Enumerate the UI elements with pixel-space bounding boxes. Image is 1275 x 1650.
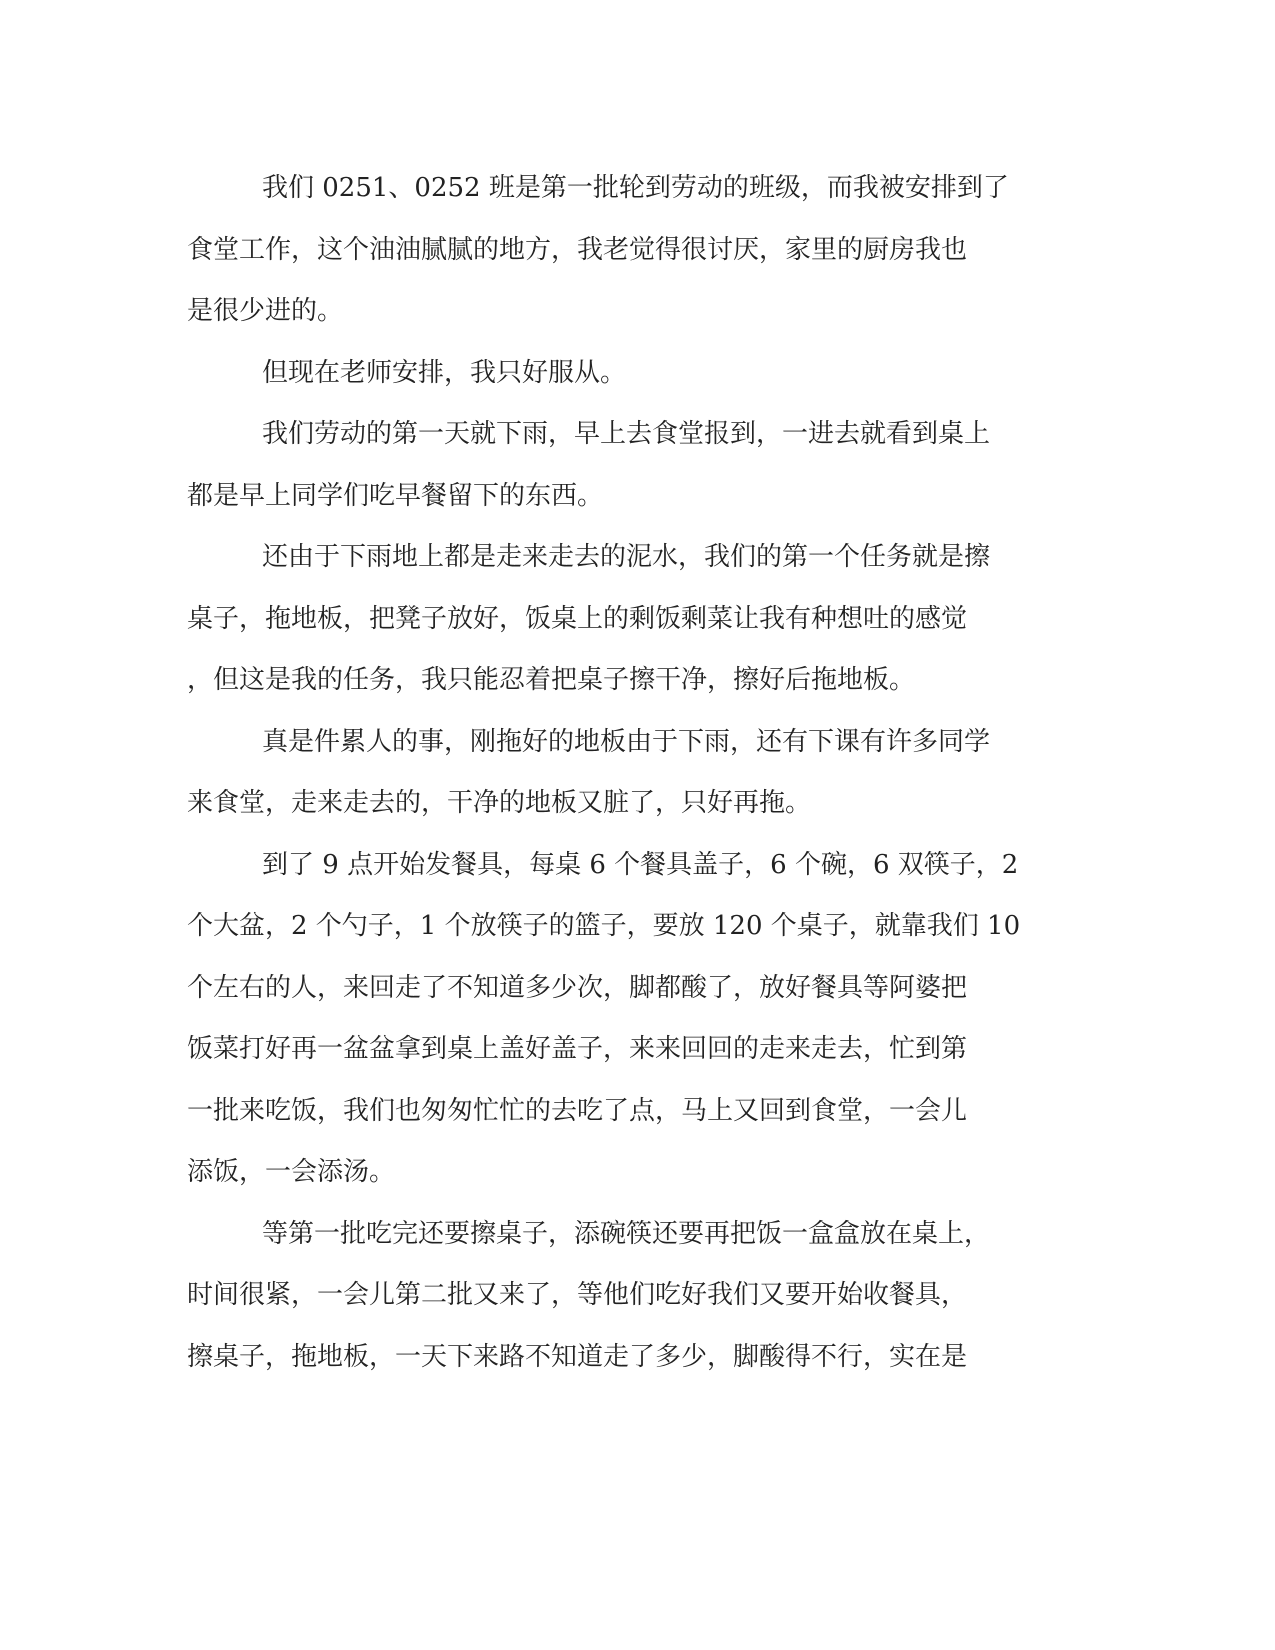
text-line: ，但这是我的任务，我只能忍着把桌子擦干净，擦好后拖地板。 — [187, 665, 916, 695]
text-line: 添饭，一会添汤。 — [187, 1157, 396, 1187]
text-line: 个大盆，2 个勺子，1 个放筷子的篮子，要放 120 个桌子，就靠我们 10 — [187, 911, 1021, 941]
text-line: 是很少进的。 — [187, 296, 344, 326]
text-line: 但现在老师安排，我只好服从。 — [262, 357, 627, 388]
text-line: 等第一批吃完还要擦桌子，添碗筷还要再把饭一盒盒放在桌上， — [262, 1218, 991, 1249]
text-line: 真是件累人的事，刚拖好的地板由于下雨，还有下课有许多同学 — [262, 726, 991, 757]
text-line: 个左右的人，来回走了不知道多少次，脚都酸了，放好餐具等阿婆把 — [187, 972, 968, 1003]
text-line: 还由于下雨地上都是走来走去的泥水，我们的第一个任务就是擦 — [262, 542, 991, 572]
text-line: 时间很紧，一会儿第二批又来了，等他们吃好我们又要开始收餐具， — [187, 1280, 968, 1310]
text-line: 我们劳动的第一天就下雨，早上去食堂报到，一进去就看到桌上 — [262, 419, 991, 449]
body-text — [187, 158, 1077, 1388]
text-line: 我们 0251、0252 班是第一批轮到劳动的班级，而我被安排到了 — [262, 173, 1009, 203]
text-line: 饭菜打好再一盆盆拿到桌上盖好盖子，来来回回的走来走去，忙到第 — [187, 1034, 968, 1064]
text-line: 一批来吃饭，我们也匆匆忙忙的去吃了点，马上又回到食堂，一会儿 — [187, 1095, 968, 1126]
text-line: 擦桌子，拖地板，一天下来路不知道走了多少，脚酸得不行，实在是 — [187, 1341, 968, 1372]
text-line: 食堂工作，这个油油腻腻的地方，我老觉得很讨厌，家里的厨房我也 — [187, 234, 968, 265]
text-line: 到了 9 点开始发餐具，每桌 6 个餐具盖子，6 个碗，6 双筷子，2 — [262, 849, 1019, 880]
text-line: 来食堂，走来走去的，干净的地板又脏了，只好再拖。 — [187, 788, 812, 818]
text-line: 都是早上同学们吃早餐留下的东西。 — [187, 480, 604, 511]
text-line: 桌子，拖地板，把凳子放好，饭桌上的剩饭剩菜让我有种想吐的感觉 — [187, 603, 968, 634]
